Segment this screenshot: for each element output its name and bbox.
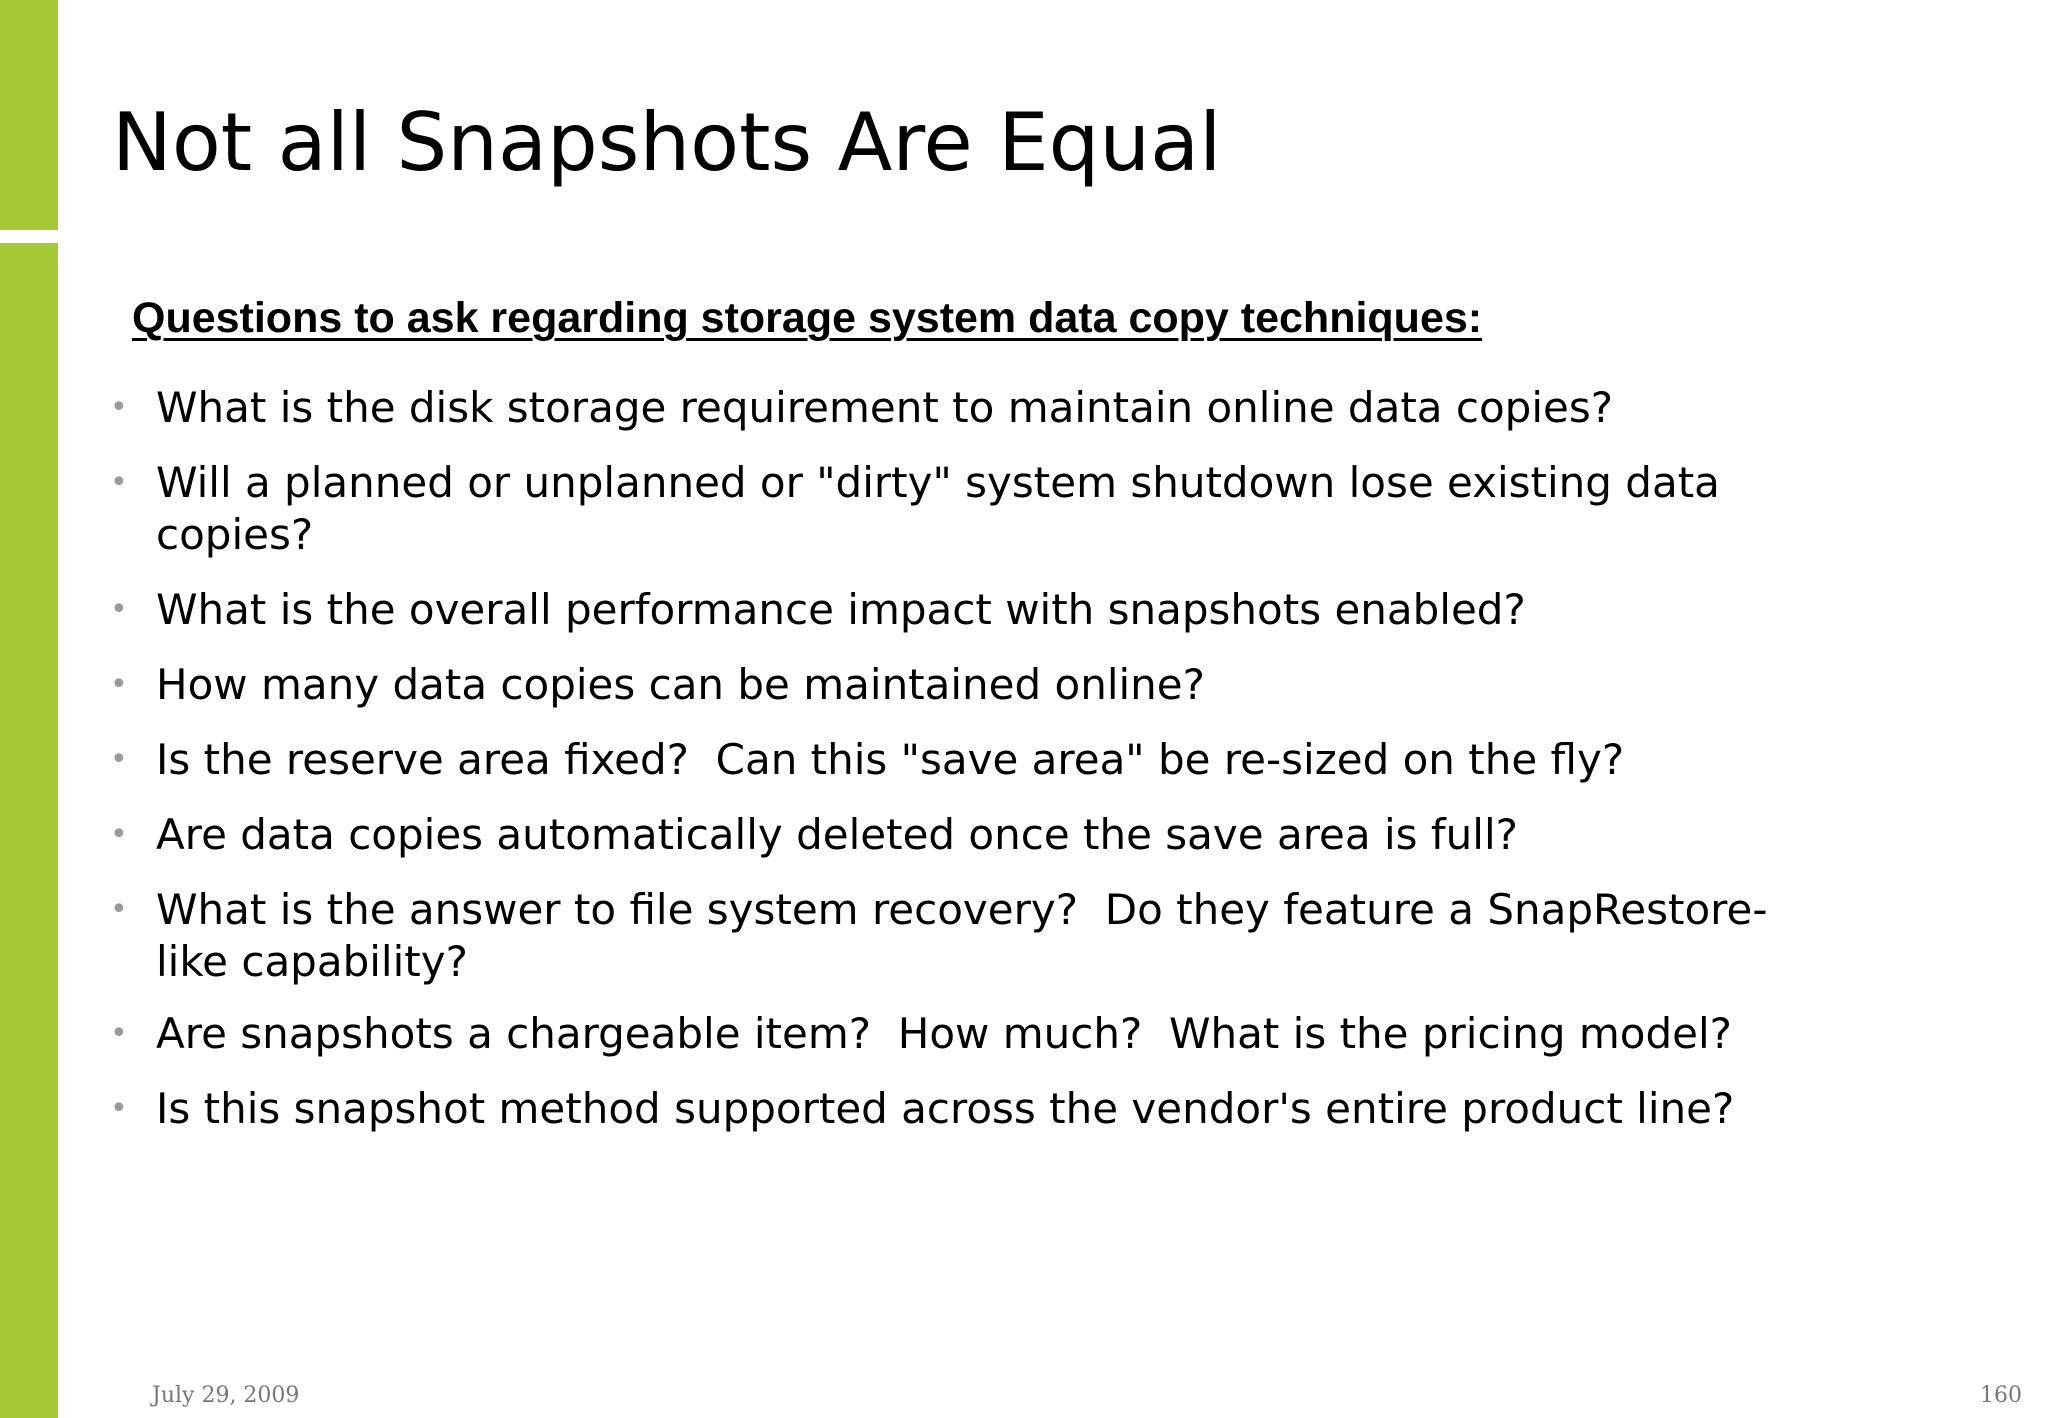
list-item-text: What is the disk storage requirement to maintain online data copies? [156,383,1614,432]
list-item [110,734,2010,786]
footer-date: July 29, 2009 [152,1383,300,1408]
bullet-icon: • [110,742,128,777]
list-item-text: Is the reserve area fixed? Can this "save area" be re-sized on the fly? [156,735,1625,784]
bullet-icon: • [110,465,128,500]
bullet-icon: • [110,667,128,702]
list-item-text: Will a planned or unplanned or "dirty" system shutdown lose existing data copies? [156,458,1734,559]
bullet-icon: • [110,390,128,425]
slide-title: Not all Snapshots Are Equal [112,96,1222,189]
bullet-icon: • [110,892,128,927]
bullet-icon: • [110,592,128,627]
questions-list [110,382,2010,1158]
list-item-text: Are snapshots a chargeable item? How much? What is the pricing model? [156,1009,1732,1058]
list-item [110,1083,2010,1135]
page-number: 160 [1980,1383,2022,1408]
list-item-text: What is the answer to file system recovery? Do they feature a SnapRestore-like capability? [156,885,1768,986]
list-item-text: Is this snapshot method supported across the vendor's entire product line? [156,1084,1735,1133]
list-item [110,584,2010,636]
bullet-icon: • [110,1091,128,1126]
list-item [110,884,2010,988]
accent-bar-top [0,0,58,230]
bullet-icon: • [110,1016,128,1051]
accent-bar-bottom [0,243,58,1418]
list-item-text: How many data copies can be maintained online? [156,660,1205,709]
list-item [110,1008,2010,1060]
list-item-text: What is the overall performance impact with snapshots enabled? [156,585,1526,634]
bullet-icon: • [110,817,128,852]
list-item [110,809,2010,861]
list-item-text: Are data copies automatically deleted once the save area is full? [156,810,1518,859]
list-item [110,457,2010,561]
list-item [110,382,2010,434]
list-item [110,659,2010,711]
questions-subheading: Questions to ask regarding storage system data copy techniques: [132,294,1483,342]
